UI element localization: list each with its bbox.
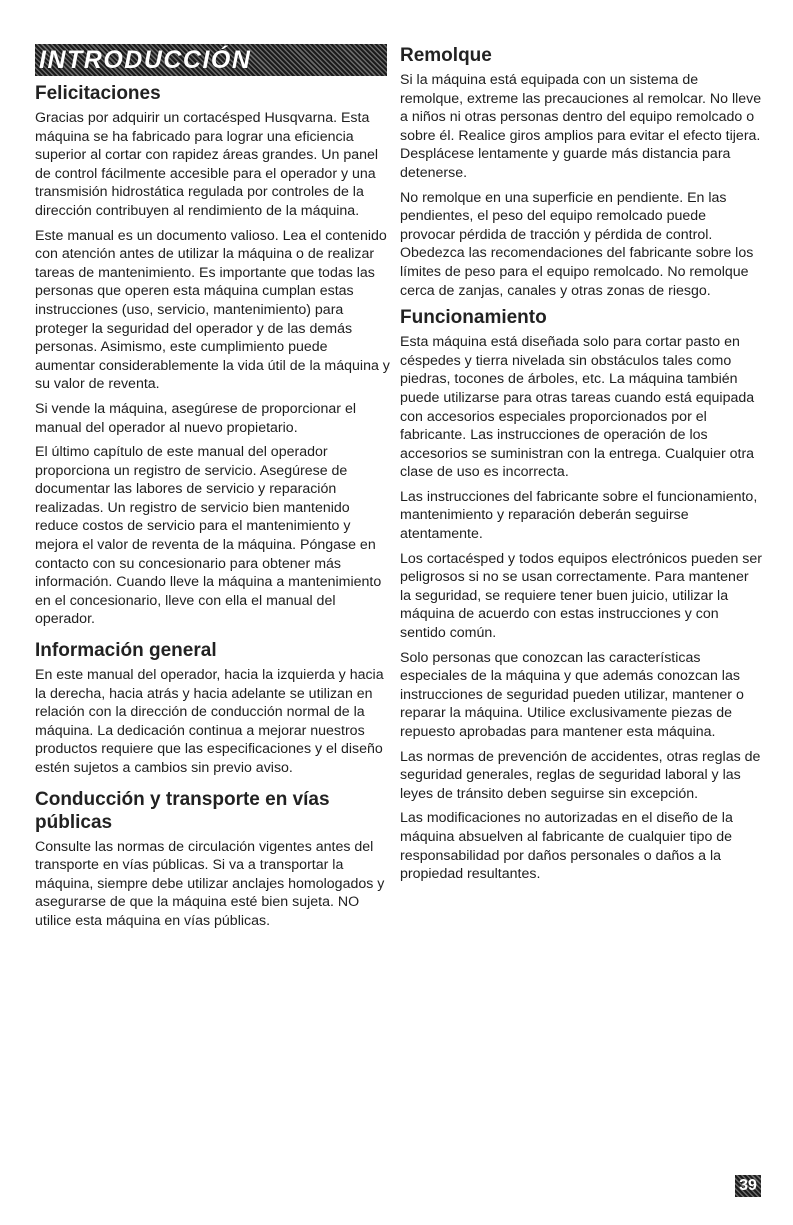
section-informacion-general (35, 639, 390, 778)
section-heading: Conducción y transporte en vías públicas (35, 788, 330, 833)
right-column (400, 44, 762, 890)
section-remolque (400, 44, 762, 300)
section-heading: Información general (35, 640, 217, 662)
section-banner (35, 44, 387, 76)
paragraph: El último capítulo de este manual del operador proporciona un registro de servicio. Asegúrese de documentar las labores de servicio y reparación realizadas. Un registro de servicio bien mantenido reduce costos de servicio para el mantenimiento y mejora el valor de reventa de la máquina. Póngase en contacto con su concesionario para obtener más información. Cuando lleve la máquina a mantenimiento en el concesionario, lleve con ella el manual del operador. (35, 444, 382, 628)
paragraph: Las instrucciones del fabricante sobre el funcionamiento, mantenimiento y reparación deberán seguirse atentamente. (400, 488, 758, 543)
paragraph: Las normas de prevención de accidentes, otras reglas de seguridad generales, reglas de seguridad laboral y las leyes de tránsito deben seguirse sin excepción. (400, 748, 761, 802)
section-felicitaciones (35, 82, 390, 629)
section-funcionamiento (400, 306, 762, 884)
paragraph: Esta máquina está diseñada solo para cortar pasto en céspedes y tierra nivelada sin obstáculos tales como piedras, tocones de árboles, etc. La máquina también puede utilizarse para otras tareas cuando está equipada con accesorios especiales proporcionados por el fabricante. Las instrucciones de operación de los accesorios se suministran con la entrega. Cualquier otra clase de uso es incorrecta. (400, 334, 755, 481)
paragraph: Solo personas que conozcan las características especiales de la máquina y que además conozcan las instrucciones de seguridad pueden utilizar, mantener o reparar la máquina. Utilice exclusivamente piezas de repuesto aprobadas para mantener esta máquina. (400, 649, 744, 740)
section-heading: Felicitaciones (35, 83, 161, 104)
paragraph: Consulte las normas de circulación vigentes antes del transporte en vías públicas. Si va a transportar la máquina, siempre debe utilizar anclajes homologados y asegurarse de que la máquina esté bien sujeta. NO utilice esta máquina en vías públicas. (35, 838, 385, 929)
section-heading: Remolque (400, 45, 492, 66)
paragraph: Si vende la máquina, asegúrese de proporcionar el manual del operador al nuevo propietario. (35, 400, 356, 436)
section-conduccion (35, 788, 390, 931)
banner-title: INTRODUCCIÓN (39, 45, 252, 74)
paragraph: En este manual del operador, hacia la izquierda y hacia la derecha, hacia atrás y hacia adelante se utilizan en relación con la dirección de conducción normal de la máquina. La dedicación continua a mejorar nuestros productos requiere que las especificaciones y el diseño estén sujetos a cambios sin previo aviso. (35, 667, 384, 776)
paragraph: Gracias por adquirir un cortacésped Husqvarna. Esta máquina se ha fabricado para lograr una eficiencia superior al cortar con rapidez áreas grandes. Un panel de control fácilmente accesible para el operador y una transmisión hidrostática regulada por controles de la dirección contribuyen al rendimiento de la máquina. (35, 110, 379, 219)
page-number: 39 (735, 1175, 761, 1197)
paragraph: Los cortacésped y todos equipos electrónicos pueden ser peligrosos si no se usan correctamente. Para mantener la seguridad, se requiere tener buen juicio, utilizar la máquina de acuerdo con estas instrucciones y con sentido común. (400, 550, 763, 642)
section-heading: Funcionamiento (400, 307, 547, 329)
paragraph: Este manual es un documento valioso. Lea el contenido con atención antes de utilizar la máquina o de realizar tareas de mantenimiento. Es importante que todas las personas que operen esta máquina cumplan estas instrucciones (uso, servicio, mantenimiento) para proteger la seguridad del operador y de las demás personas. Asimismo, este cumplimiento puede aumentar considerablemente la vida útil de la máquina y su valor de reventa. (35, 227, 390, 393)
left-column (35, 44, 390, 937)
paragraph: Las modificaciones no autorizadas en el diseño de la máquina absuelven al fabricante de cualquier tipo de responsabilidad por daños personales o daños a la propiedad resultantes. (400, 810, 733, 883)
paragraph: Si la máquina está equipada con un sistema de remolque, extreme las precauciones al remolcar. No lleve a niños ni otras personas dentro del equipo remolcado o sobre él. Realice giros amplios para evitar el efecto tijera. Desplácese lentamente y guarde más distancia para detenerse. (400, 72, 762, 181)
paragraph: No remolque en una superficie en pendiente. En las pendientes, el peso del equipo remolcado puede provocar pérdida de tracción y pérdida de control. Obedezca las recomendaciones del fabricante sobre los límites de peso para el equipo remolcado. No remolque cerca de zanjas, canales y otras zonas de riesgo. (400, 189, 754, 299)
